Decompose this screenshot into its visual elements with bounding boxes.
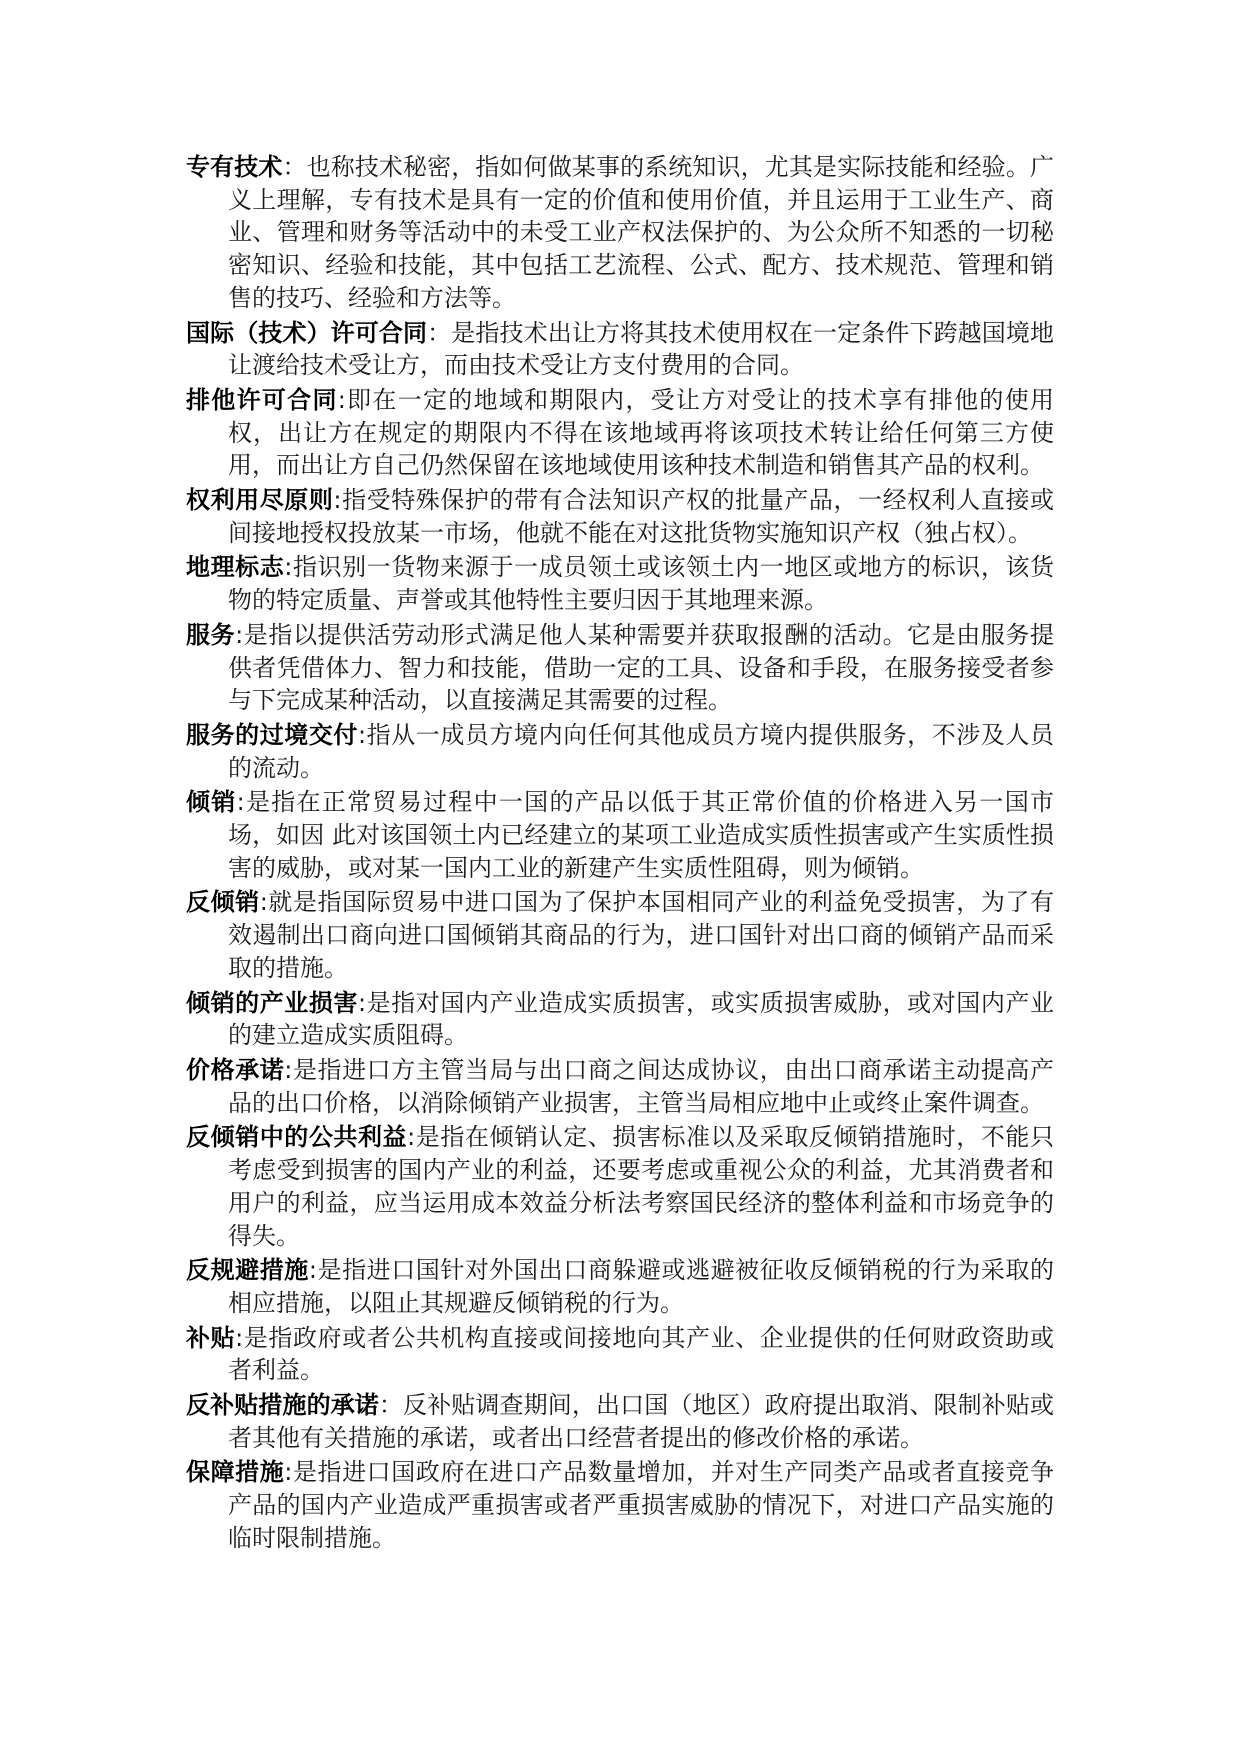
glossary-definition: 即在一定的地域和期限内，受让方对受让的技术享有排他的使用权，出让方在规定的期限内不得在该地域再将该项技术转让给任何第三方使用，而出让方自己仍然保留在该地域使用该种技术制造和销售其产品的权利。 [228, 385, 1054, 480]
glossary-term: 服务 [186, 620, 236, 649]
glossary-entry [186, 886, 1054, 984]
glossary-entry [186, 1054, 1054, 1119]
glossary-term: 专有技术 [186, 153, 283, 181]
glossary-definition: 是指对国内产业造成实质损害，或实质损害威胁，或对国内产业的建立造成实质阻碍。 [228, 988, 1055, 1050]
term-separator: : [259, 888, 268, 917]
glossary-entry [186, 619, 1054, 717]
term-separator: : [357, 720, 367, 749]
glossary-definition: 是指进口国政府在进口产品数量增加，并对生产同类产品或者直接竞争产品的国内产业造成严重损害或者严重损害威胁的情况下，对进口产品实施的临时限制措施。 [228, 1458, 1055, 1552]
term-separator: : [308, 1256, 317, 1285]
glossary-entry [186, 551, 1054, 616]
term-separator: : [357, 988, 367, 1017]
glossary-definition: 指受特殊保护的带有合法知识产权的批量产品，一经权利人直接或间接地授权投放某一市场，他就不能在对这批货物实施知识产权（独占权）。 [228, 486, 1055, 547]
glossary-definition: 也称技术秘密，指如何做某事的系统知识，尤其是实际技能和经验。广义上理解，专有技术是具有一定的价值和使用价值，并且运用于工业生产、商业、管理和财务等活动中的未受工业产权法保护的、为公众所不知悉的一切秘密知识、经验和技能，其中包括工艺流程、公式、配方、技术规范、管理和销售的技巧、经验和方法等。 [228, 153, 1055, 312]
glossary-term: 保障措施 [186, 1458, 285, 1487]
glossary-definition: 是指技术出让方将其技术使用权在一定条件下跨越国境地让渡给技术受让方，而由技术受让方支付费用的合同。 [228, 318, 1055, 380]
term-separator: ： [378, 1391, 404, 1420]
glossary-definition: 就是指国际贸易中进口国为了保护本国相同产业的利益免受损害，为了有效遏制出口商向进口国倾销其商品的行为，进口国针对出口商的倾销产品而采取的措施。 [228, 888, 1055, 982]
glossary-definition: 是指以提供活劳动形式满足他人某种需要并获取报酬的活动。它是由服务提供者凭借体力、智力和技能，借助一定的工具、设备和手段，在服务接受者参与下完成某种活动，以直接满足其需要的过程。 [228, 620, 1055, 715]
glossary-definition: 指从一成员方境内向任何其他成员方境内提供服务，不涉及人员的流动。 [228, 720, 1055, 782]
term-separator: : [284, 1458, 293, 1487]
glossary-term: 价格承诺 [186, 1055, 285, 1084]
glossary-definition: 是指在正常贸易过程中一国的产品以低于其正常价值的价格进入另一国市场，如因 此对该国领土内已经建立的某项工业造成实质性损害或产生实质性损害的威胁，或对某一国内工业的新建产生实质性阻碍，则为倾销。 [228, 788, 1055, 882]
term-separator: : [235, 1323, 244, 1352]
glossary-term: 地理标志 [186, 553, 285, 582]
glossary-entry [186, 786, 1054, 884]
glossary-entry [186, 151, 1054, 315]
glossary-term: 反倾销 [186, 888, 260, 917]
glossary-entry [186, 384, 1054, 482]
glossary-entry [186, 484, 1054, 549]
glossary-term: 国际（技术）许可合同 [186, 318, 428, 347]
term-separator: ： [427, 318, 452, 347]
glossary-term: 反补贴措施的承诺 [186, 1391, 379, 1420]
glossary-entry [186, 987, 1054, 1052]
glossary-definition: 反补贴调查期间，出口国（地区）政府提出取消、限制补贴或者其他有关措施的承诺，或者出口经营者提出的修改价格的承诺。 [228, 1391, 1055, 1452]
term-separator: : [284, 1055, 293, 1084]
glossary-entry [186, 1121, 1054, 1252]
term-separator: : [407, 1123, 416, 1152]
glossary-page [186, 151, 1054, 1557]
glossary-term: 排他许可合同 [186, 385, 338, 414]
glossary-entry [186, 719, 1054, 784]
glossary-definition: 指识别一货物来源于一成员领土或该领土内一地区或地方的标识，该货物的特定质量、声誉或其他特性主要归因于其地理来源。 [228, 553, 1055, 615]
term-separator: : [235, 620, 244, 649]
glossary-term: 反倾销中的公共利益 [186, 1123, 408, 1152]
glossary-term: 权利用尽原则 [186, 486, 334, 515]
glossary-entry [186, 1456, 1054, 1554]
term-separator: : [236, 788, 245, 817]
glossary-definition: 是指政府或者公共机构直接或间接地向其产业、企业提供的任何财政资助或者利益。 [228, 1323, 1055, 1385]
glossary-entry [186, 317, 1054, 382]
term-separator: : [284, 553, 293, 582]
glossary-term: 补贴 [186, 1323, 236, 1352]
glossary-term: 服务的过境交付 [186, 720, 358, 749]
term-separator: : [333, 486, 342, 515]
glossary-entry [186, 1322, 1054, 1387]
glossary-term: 倾销 [186, 788, 237, 817]
glossary-definition: 是指进口方主管当局与出口商之间达成协议，由出口商承诺主动提高产品的出口价格，以消除倾销产业损害，主管当局相应地中止或终止案件调查。 [228, 1055, 1055, 1117]
glossary-definition: 是指在倾销认定、损害标准以及采取反倾销措施时，不能只考虑受到损害的国内产业的利益，还要考虑或重视公众的利益，尤其消费者和用户的利益，应当运用成本效益分析法考察国民经济的整体利益和市场竞争的得失。 [228, 1123, 1055, 1250]
glossary-entry [186, 1389, 1054, 1454]
glossary-entry [186, 1254, 1054, 1319]
term-separator: : [337, 385, 346, 414]
glossary-term: 反规避措施 [186, 1256, 309, 1285]
glossary-definition: 是指进口国针对外国出口商躲避或逃避被征收反倾销税的行为采取的相应措施，以阻止其规避反倾销税的行为。 [228, 1256, 1054, 1317]
term-separator: ： [282, 153, 307, 181]
glossary-term: 倾销的产业损害 [186, 988, 358, 1017]
